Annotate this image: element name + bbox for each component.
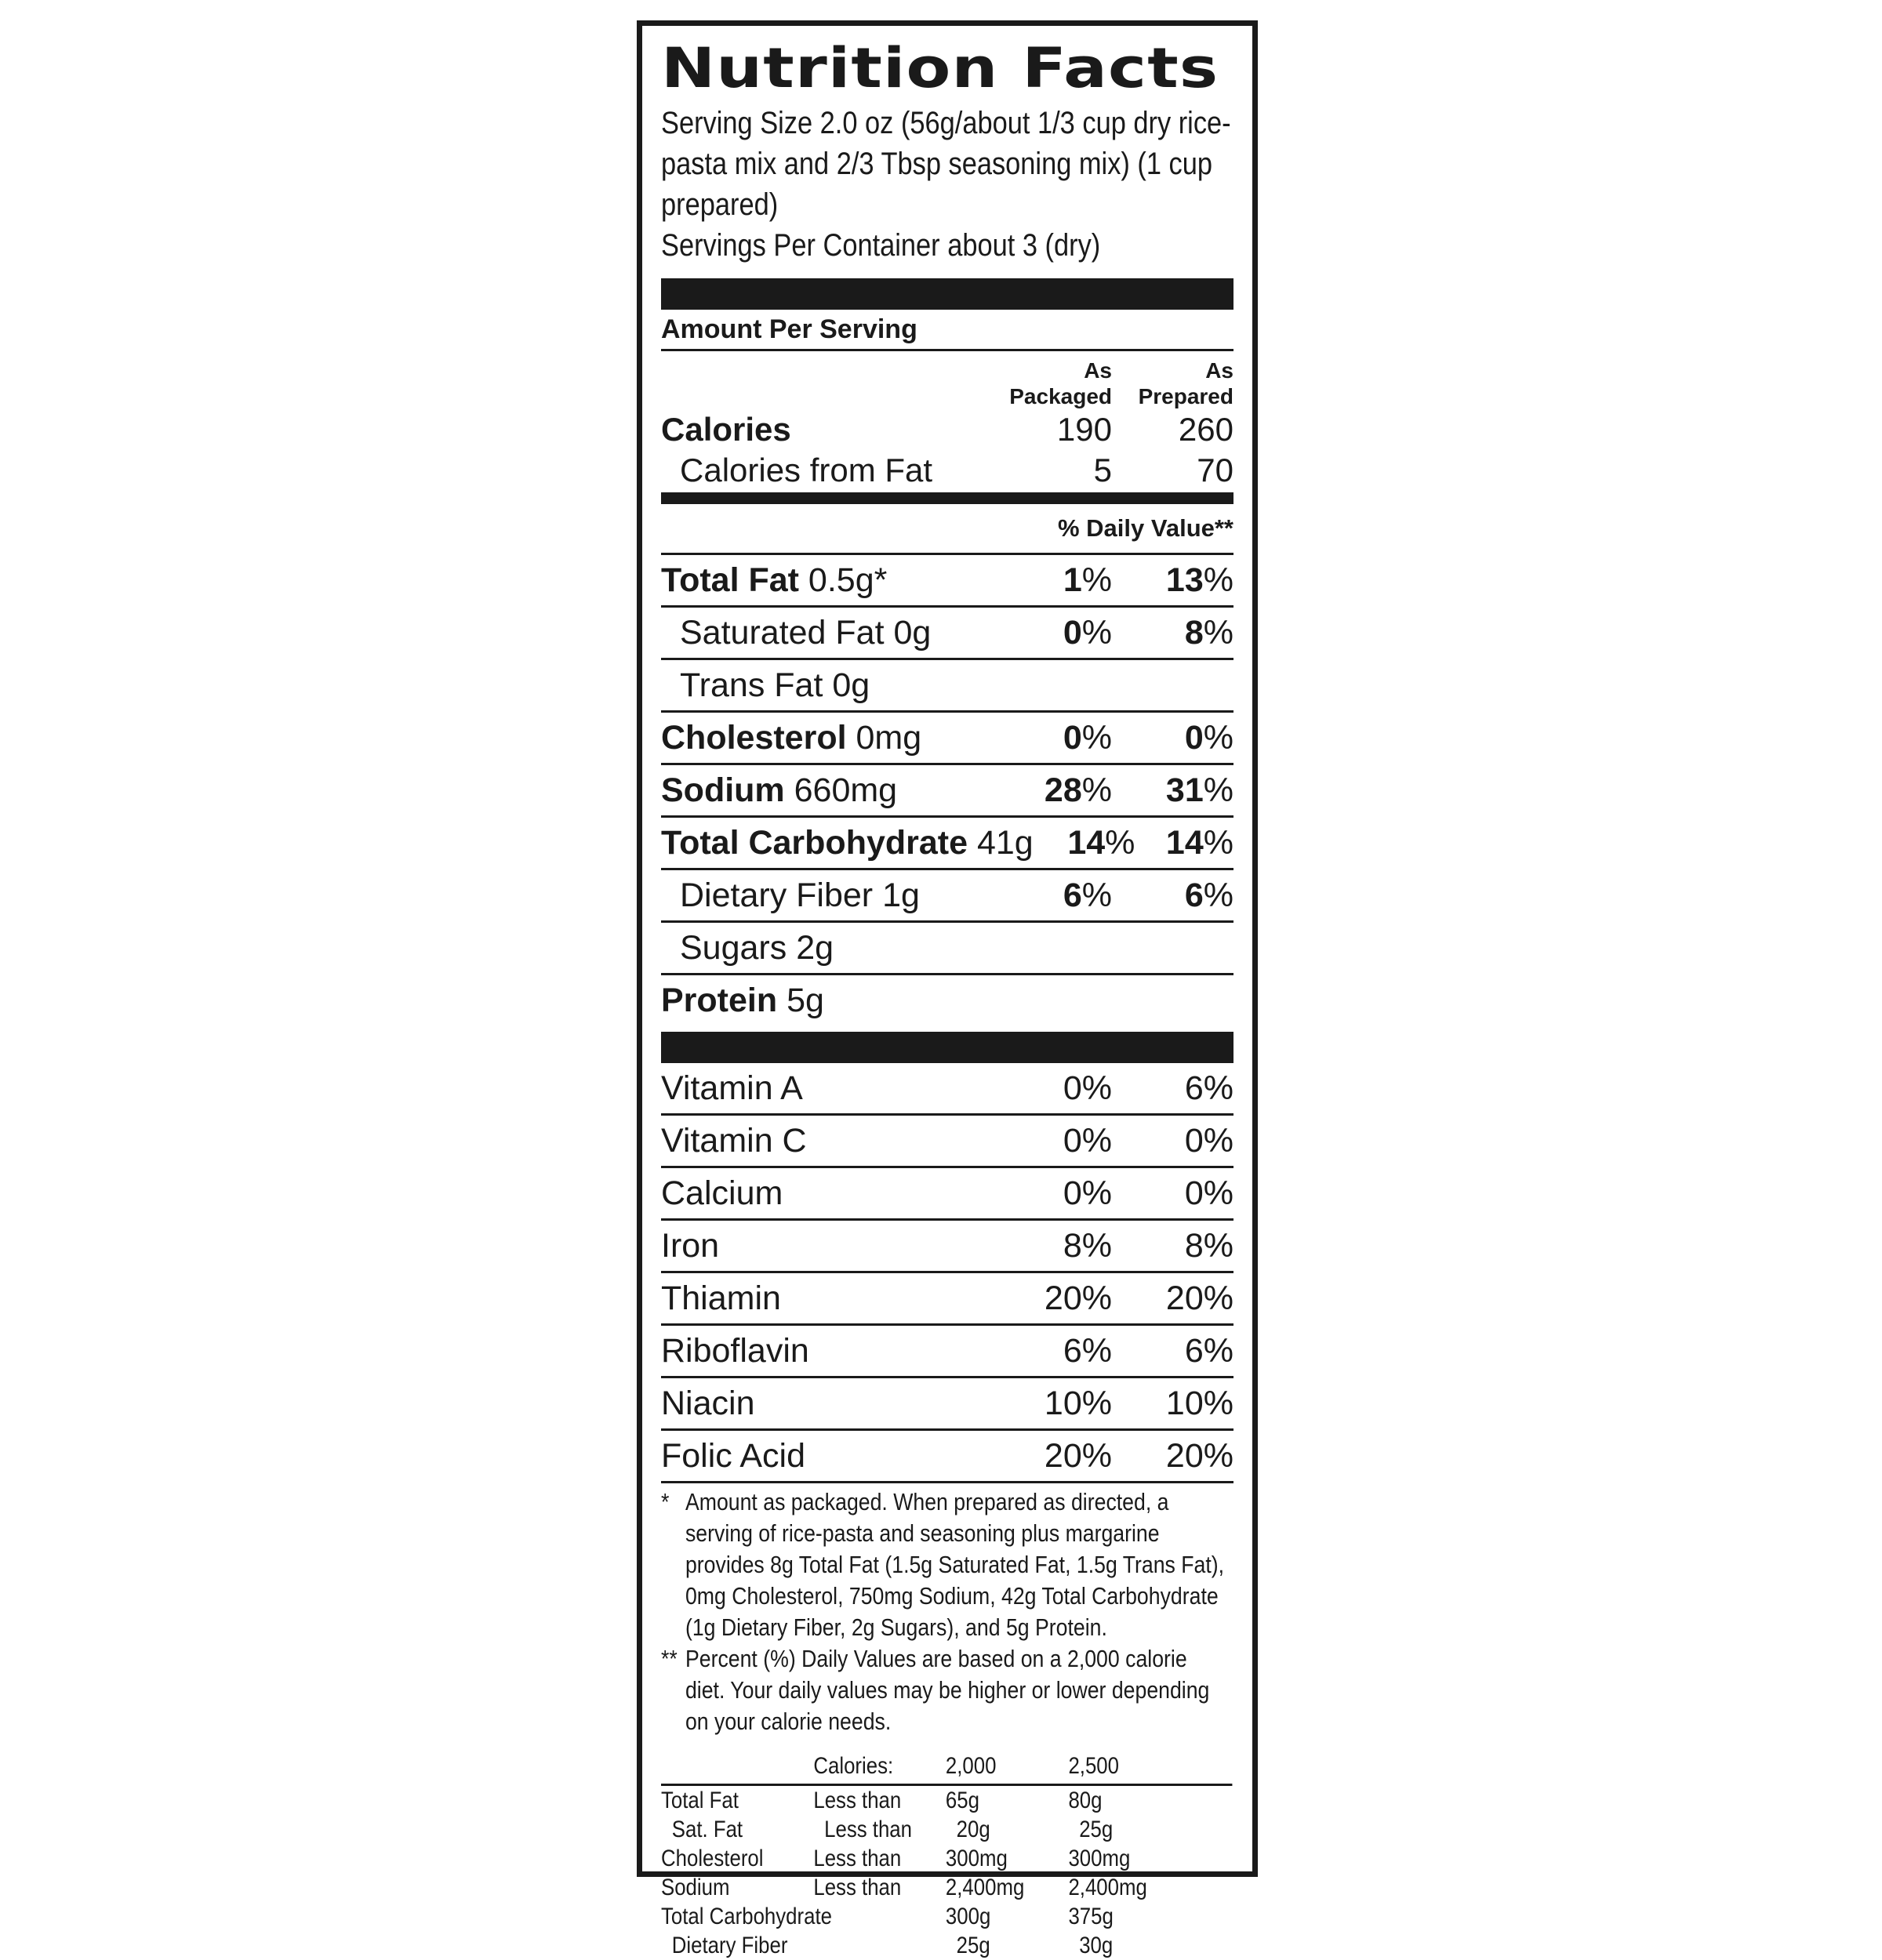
dv-prepared-value: 13	[1165, 561, 1204, 599]
vitamin-row	[661, 1116, 1233, 1168]
dv-prepared	[1112, 608, 1233, 658]
dv-prepared-value: 14	[1165, 824, 1204, 862]
dv-table-row	[661, 1873, 1232, 1902]
nutrient-name: Total Carbohydrate	[661, 824, 968, 862]
vitamin-row	[661, 1168, 1233, 1221]
vitamin-name: Iron	[661, 1227, 720, 1265]
dv-table-cell: 300g	[945, 1904, 991, 1929]
percent-sign: %	[1081, 614, 1112, 652]
percent-sign: %	[1203, 561, 1233, 599]
nutrient-label	[661, 818, 1034, 868]
vitamin-row	[661, 1378, 1233, 1431]
dv-table-cell: 2,400mg	[1068, 1875, 1147, 1900]
nutrient-row	[661, 818, 1233, 870]
vitamin-packaged: 20%	[1044, 1437, 1112, 1475]
dv-table-cell	[824, 1931, 957, 1960]
nutrient-amount: 5g	[777, 982, 824, 1019]
dv-table-cell: 375g	[1068, 1904, 1114, 1929]
footnotes	[661, 1486, 1232, 1960]
calories-fat-row	[661, 450, 1233, 491]
percent-sign: %	[1081, 719, 1112, 757]
vitamin-name: Niacin	[661, 1385, 755, 1422]
dv-prepared-value: 6	[1184, 877, 1204, 914]
nutrient-row	[661, 660, 1233, 713]
dv-packaged	[986, 870, 1112, 920]
dv-packaged-value: 1	[1063, 561, 1082, 599]
vitamin-packaged: 6%	[1063, 1332, 1112, 1370]
footnote-text: Amount as packaged. When prepared as directed, a serving of rice-pasta and seasoning plus margarine provides 8g Total Fat (1.5g Saturated Fat, 1.5g Trans Fat), 0mg Cholesterol, 750mg Sodium, 42g Total Carbohydrate (1g Dietary Fiber, 2g Sugars), and 5g Protein.	[685, 1488, 1225, 1641]
serving-info	[661, 103, 1232, 266]
divider-thick	[661, 1032, 1233, 1063]
nutrient-name: Protein	[661, 982, 778, 1019]
dv-table-cell: Less than	[824, 1817, 913, 1842]
vitamin-packaged: 0%	[1063, 1174, 1112, 1212]
dv-table-cell: Dietary Fiber	[671, 1933, 788, 1958]
nutrient-label	[661, 923, 986, 973]
nutrient-row	[661, 608, 1233, 660]
nutrient-amount: 0.5g*	[798, 561, 888, 599]
dv-packaged-value: 14	[1067, 824, 1106, 862]
vitamin-packaged: 20%	[1044, 1279, 1112, 1317]
percent-sign: %	[1203, 719, 1233, 757]
nutrient-name: Saturated Fat 0g	[680, 614, 932, 652]
vitamin-name: Calcium	[661, 1174, 783, 1212]
nutrient-name: Trans Fat 0g	[680, 666, 870, 704]
dv-prepared	[1112, 713, 1233, 763]
dv-table-cell: Total Carbohydrate	[661, 1904, 832, 1929]
dv-packaged	[1034, 818, 1135, 868]
nutrient-row	[661, 713, 1233, 765]
vitamin-name: Riboflavin	[661, 1332, 809, 1370]
dv-table-cell: 20g	[956, 1817, 990, 1842]
column-headers	[661, 351, 1233, 409]
nutrient-name: Dietary Fiber 1g	[680, 877, 920, 914]
vitamin-row	[661, 1063, 1233, 1116]
calories-prepared: 260	[1178, 411, 1233, 448]
vitamin-prepared: 10%	[1165, 1385, 1233, 1422]
dv-prepared	[1112, 870, 1233, 920]
calories-fat-packaged: 5	[1093, 452, 1112, 488]
footnote-mark: **	[661, 1645, 678, 1672]
dv-table-cell: 2,500	[1068, 1753, 1120, 1779]
nutrient-label	[661, 975, 986, 1025]
percent-sign: %	[1203, 824, 1233, 862]
calories-packaged: 190	[1056, 411, 1112, 448]
vitamin-row	[661, 1326, 1233, 1378]
dv-table-cell: 80g	[1068, 1788, 1103, 1813]
dv-packaged	[986, 713, 1112, 763]
vitamin-packaged: 8%	[1063, 1227, 1112, 1265]
nutrient-amount: 660mg	[784, 771, 898, 809]
dv-table-cell: Less than	[813, 1875, 902, 1900]
dv-table-row	[661, 1902, 1232, 1931]
nutrient-row	[661, 923, 1233, 975]
dv-prepared-value: 0	[1184, 719, 1204, 757]
dv-packaged-value: 0	[1063, 614, 1082, 652]
divider-medium	[661, 492, 1233, 504]
nutrient-name: Sodium	[661, 771, 785, 809]
vitamin-row	[661, 1221, 1233, 1273]
amount-per-serving: Amount Per Serving	[661, 310, 1233, 351]
vitamin-prepared: 0%	[1184, 1122, 1233, 1160]
vitamin-list	[661, 1063, 1233, 1483]
percent-sign: %	[1081, 877, 1112, 914]
vitamin-name: Vitamin A	[661, 1069, 803, 1107]
vitamin-prepared: 0%	[1184, 1174, 1233, 1212]
dv-table-cell: Total Fat	[661, 1788, 739, 1813]
dv-table-cell: 30g	[1079, 1933, 1114, 1958]
divider-thick	[661, 278, 1233, 310]
footnote	[661, 1486, 1232, 1643]
dv-packaged-value: 6	[1063, 877, 1082, 914]
dv-prepared	[1135, 818, 1233, 868]
dv-table-cell: 300mg	[1068, 1846, 1131, 1871]
dv-table-cell: Less than	[813, 1788, 902, 1813]
dv-table-cell: Sodium	[661, 1875, 730, 1900]
nutrient-row	[661, 870, 1233, 923]
serving-size: Serving Size 2.0 oz (56g/about 1/3 cup dry rice-pasta mix and 2/3 Tbsp seasoning mix) (1 cup prepared)	[661, 106, 1231, 222]
dv-packaged	[986, 555, 1112, 605]
nutrient-label	[661, 713, 986, 763]
dv-table-cell: Calories:	[813, 1753, 894, 1779]
calories-label: Calories	[661, 411, 791, 448]
vitamin-prepared: 6%	[1184, 1332, 1233, 1370]
dv-table-row	[661, 1844, 1232, 1873]
nutrient-name: Cholesterol	[661, 719, 847, 757]
percent-sign: %	[1081, 771, 1112, 809]
dv-table-row	[661, 1815, 1232, 1844]
vitamin-prepared: 6%	[1184, 1069, 1233, 1107]
dv-table-cell: 2,000	[945, 1753, 997, 1779]
dv-prepared	[1112, 555, 1233, 605]
percent-sign: %	[1203, 614, 1233, 652]
vitamin-row	[661, 1273, 1233, 1326]
nutrient-amount: 0mg	[846, 719, 922, 757]
nutrient-label	[661, 555, 986, 605]
percent-sign: %	[1203, 771, 1233, 809]
percent-sign: %	[1105, 824, 1135, 862]
vitamin-packaged: 0%	[1063, 1069, 1112, 1107]
vitamin-name: Thiamin	[661, 1279, 781, 1317]
nutrient-list	[661, 555, 1233, 1025]
dv-table-cell: 65g	[945, 1788, 979, 1813]
daily-value-header: % Daily Value**	[661, 504, 1233, 555]
dv-table-row	[661, 1931, 1232, 1960]
nutrient-amount: 41g	[968, 824, 1034, 862]
vitamin-prepared: 8%	[1184, 1227, 1233, 1265]
percent-sign: %	[1203, 877, 1233, 914]
dv-packaged	[986, 765, 1112, 815]
vitamin-prepared: 20%	[1165, 1437, 1233, 1475]
dv-prepared	[1112, 765, 1233, 815]
dv-packaged	[986, 608, 1112, 658]
dv-table-cell: 300mg	[945, 1846, 1008, 1871]
dv-table-cell: 25g	[1079, 1817, 1114, 1842]
nutrient-label	[661, 660, 986, 710]
nutrient-label	[661, 870, 986, 920]
nutrient-row	[661, 765, 1233, 818]
dv-prepared-value: 8	[1184, 614, 1204, 652]
dv-packaged-value: 28	[1044, 771, 1082, 809]
dv-table-header	[661, 1751, 1232, 1786]
nutrition-label	[637, 20, 1258, 1958]
vitamin-row	[661, 1431, 1233, 1483]
nutrient-label	[661, 608, 986, 658]
label-title: Nutrition Facts	[661, 36, 1219, 100]
dv-table-cell: 25g	[956, 1933, 990, 1958]
col-packaged-header: As Packaged	[1009, 358, 1112, 408]
col-prepared-header: As Prepared	[1138, 358, 1233, 408]
calories-row	[661, 409, 1233, 450]
vitamin-prepared: 20%	[1165, 1279, 1233, 1317]
dv-table-cell	[813, 1902, 946, 1931]
servings-per-container: Servings Per Container about 3 (dry)	[661, 228, 1101, 263]
nutrient-row	[661, 975, 1233, 1025]
dv-table-cell: Sat. Fat	[671, 1817, 743, 1842]
dv-packaged-value: 0	[1063, 719, 1082, 757]
daily-value-reference-table	[661, 1751, 1232, 1960]
dv-prepared-value: 31	[1165, 771, 1204, 809]
dv-table-cell	[661, 1751, 813, 1780]
nutrient-name: Total Fat	[661, 561, 799, 599]
calories-fat-label: Calories from Fat	[680, 452, 933, 488]
dv-table-cell: Cholesterol	[661, 1846, 764, 1871]
nutrient-name: Sugars 2g	[680, 929, 834, 967]
dv-table-cell: 2,400mg	[945, 1875, 1025, 1900]
nutrient-label	[661, 765, 986, 815]
dv-table-cell: Less than	[813, 1846, 902, 1871]
vitamin-name: Vitamin C	[661, 1122, 807, 1160]
vitamin-name: Folic Acid	[661, 1437, 806, 1475]
nutrient-row	[661, 555, 1233, 608]
dv-table-row	[661, 1786, 1232, 1815]
percent-sign: %	[1081, 561, 1112, 599]
vitamin-packaged: 0%	[1063, 1122, 1112, 1160]
calories-fat-prepared: 70	[1197, 452, 1233, 488]
footnote-text: Percent (%) Daily Values are based on a 2,000 calorie diet. Your daily values may be higher or lower depending on your calorie needs.	[685, 1645, 1210, 1735]
vitamin-packaged: 10%	[1044, 1385, 1112, 1422]
footnote-mark: *	[661, 1488, 670, 1515]
footnote	[661, 1643, 1232, 1737]
